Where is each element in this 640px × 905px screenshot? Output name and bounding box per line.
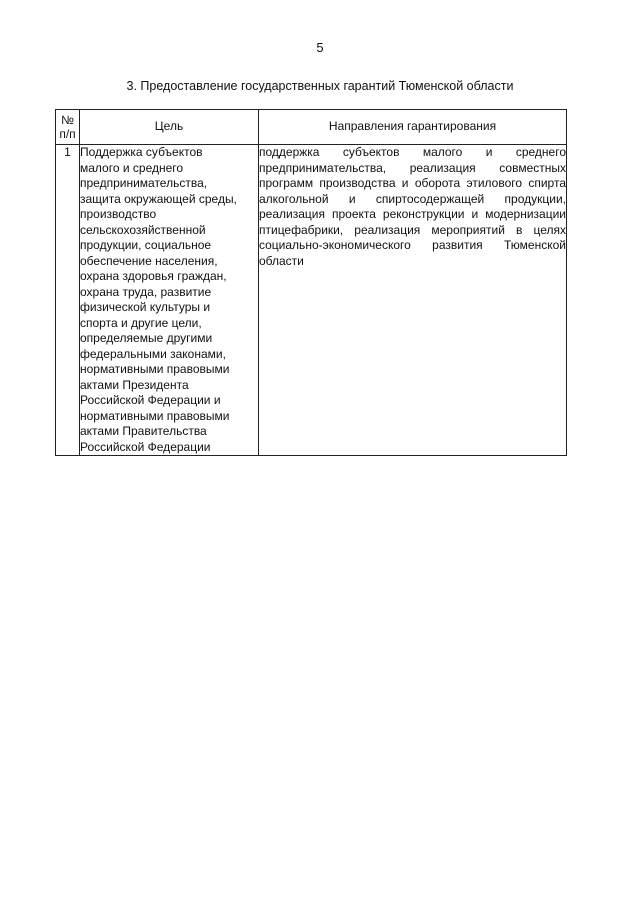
goal-line: защита окружающей среды, [80, 191, 237, 206]
goal-line: Российской Федерации [80, 439, 211, 454]
goal-line: Российской Федерации и [80, 393, 221, 407]
goal-line: малого и среднего [80, 160, 184, 175]
goal-line: нормативными правовыми [80, 362, 230, 376]
section-title: 3. Предоставление государственных гарантий Тюменской области [126, 79, 514, 93]
goal-line: определяемые другими [80, 331, 213, 345]
goal-line: актами Правительства [80, 424, 207, 438]
goal-line: обеспечение населения, [80, 253, 218, 268]
directions-text: поддержка субъектов малого и среднего предпринимательства, реализация совместных программ производства и оборота этилового спирта алкогольной и спиртосодержащей продукции, реализация проекта реконструкции и модернизации птицефабрики, реализация мероприятий в целях социально-экономического развития Тюменской области [259, 145, 566, 268]
page-number: 5 [316, 40, 324, 55]
goal-line: охрана здоровья граждан, [80, 269, 227, 283]
row-number: 1 [56, 145, 80, 456]
guarantees-table [55, 109, 567, 456]
header-directions: Направления гарантирования [259, 110, 567, 145]
goal-line: производство [80, 207, 157, 221]
header-number-symbol: № [61, 113, 74, 127]
goal-line: спорта и другие цели, [80, 315, 202, 330]
goal-line: физической культуры и [80, 300, 211, 314]
goal-line: сельскохозяйственной [80, 222, 206, 237]
header-number [56, 110, 80, 145]
goal-line: предпринимательства, [80, 176, 208, 190]
goal-line: федеральными законами, [80, 346, 226, 361]
goal-line: актами Президента [80, 377, 189, 392]
table-row [56, 145, 567, 456]
header-goal: Цель [80, 110, 259, 145]
goal-line: охрана труда, развитие [80, 284, 212, 299]
goal-line: продукции, социальное [80, 238, 212, 252]
goal-line: нормативными правовыми [80, 408, 230, 423]
row-directions [259, 145, 567, 456]
table-header-row [56, 110, 567, 145]
header-number-abbrev: п/п [59, 127, 76, 141]
row-goal [80, 145, 259, 456]
goal-line: Поддержка субъектов [80, 145, 203, 159]
